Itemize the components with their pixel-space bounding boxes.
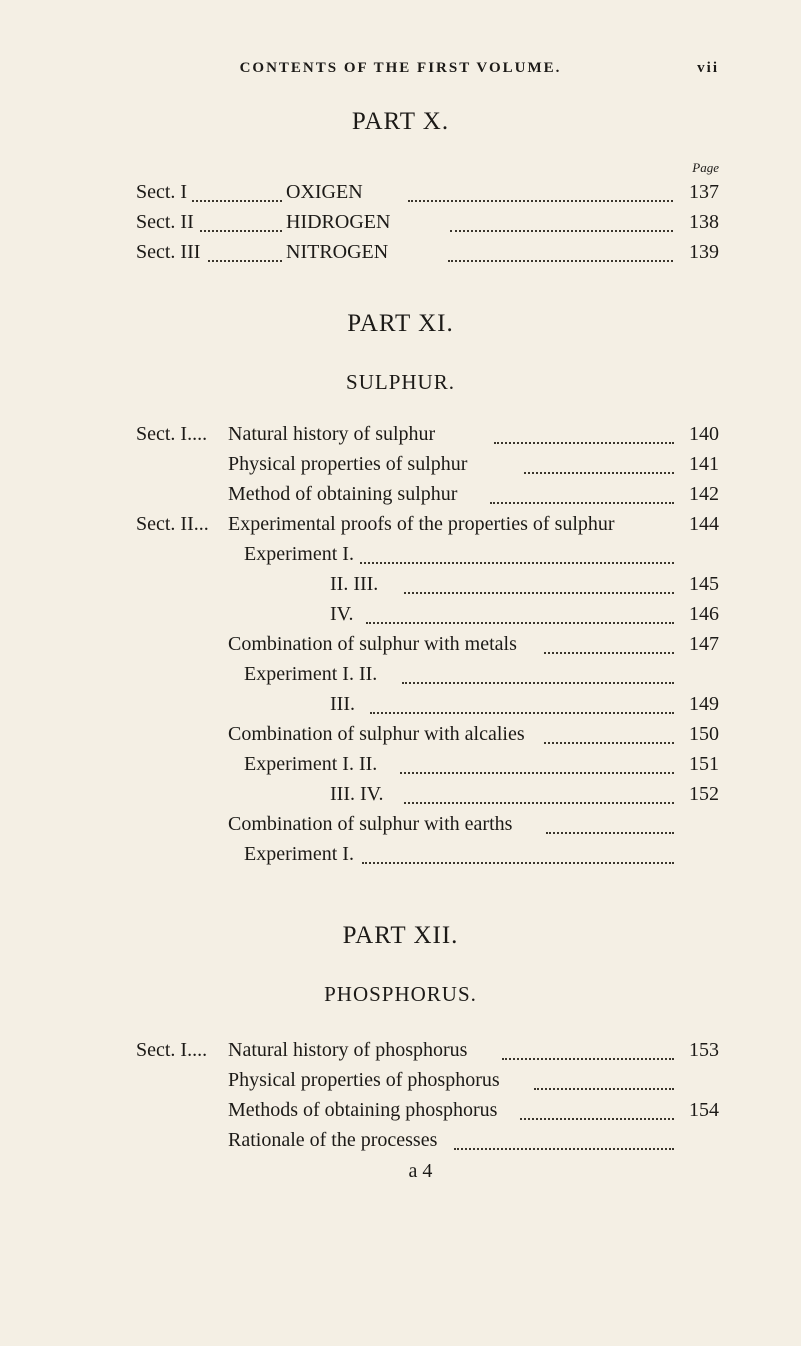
dot-leader — [360, 534, 674, 564]
entry-title: Methods of obtaining phosphorus — [228, 1099, 498, 1121]
page-number: 152 — [689, 783, 719, 805]
page-number: 144 — [689, 513, 719, 535]
entry-title: NITROGEN — [286, 241, 389, 263]
entry-title: II. III. — [330, 573, 379, 595]
entry-title: Experiment I. — [244, 543, 354, 565]
toc-entry — [0, 480, 801, 508]
page-column-label: Page — [692, 160, 719, 175]
entry-title: Rationale of the processes — [228, 1129, 438, 1151]
page-number: 150 — [689, 723, 719, 745]
part-xii-title: PART XII. — [342, 922, 459, 949]
dot-leader — [200, 202, 282, 232]
page-number: 149 — [689, 693, 719, 715]
entry-title: Method of obtaining sulphur — [228, 483, 458, 505]
toc-entry — [0, 1126, 801, 1154]
part-xi-title: PART XI. — [347, 310, 454, 337]
toc-entry — [0, 238, 801, 266]
entry-title: III. — [330, 693, 355, 715]
dot-leader — [490, 474, 674, 504]
dot-leader — [494, 414, 674, 444]
toc-entry — [0, 450, 801, 478]
toc-entry — [0, 630, 801, 658]
page-number: 140 — [689, 423, 719, 445]
section-number: Sect. I — [136, 181, 188, 203]
toc-entry — [0, 1066, 801, 1094]
entry-title: Natural history of sulphur — [228, 423, 436, 445]
page-number: 151 — [689, 753, 719, 775]
dot-leader — [370, 684, 674, 714]
dot-leader — [534, 1060, 674, 1090]
page-number: 147 — [689, 633, 719, 655]
dot-leader — [544, 714, 674, 744]
folio: vii — [697, 60, 719, 76]
entry-title: Combination of sulphur with metals — [228, 633, 517, 655]
toc-entry — [0, 1096, 801, 1124]
entry-title: Physical properties of sulphur — [228, 453, 468, 475]
toc-entry — [0, 540, 801, 568]
dot-leader — [208, 232, 282, 262]
section-number: Sect. III — [136, 241, 201, 263]
page-number: 154 — [689, 1099, 719, 1121]
part-xii-subject: PHOSPHORUS. — [324, 982, 477, 1006]
page-number: 141 — [689, 453, 719, 475]
dot-leader — [520, 1090, 674, 1120]
entry-title: Experiment I. — [244, 843, 354, 865]
toc-entry — [0, 208, 801, 236]
toc-entry — [0, 178, 801, 206]
dot-leader — [544, 624, 674, 654]
page-number: 142 — [689, 483, 719, 505]
toc-entry — [0, 780, 801, 808]
dot-leader — [524, 444, 674, 474]
section-number: Sect. I.... — [136, 1039, 208, 1061]
dot-leader — [366, 594, 674, 624]
dot-leader — [546, 804, 674, 834]
dot-leader — [404, 564, 674, 594]
entry-title: IV. — [330, 603, 354, 625]
toc-entry — [0, 690, 801, 718]
entry-title: HIDROGEN — [286, 211, 391, 233]
running-head-title: CONTENTS OF THE FIRST VOLUME. — [239, 60, 562, 76]
entry-title: OXIGEN — [286, 181, 363, 203]
section-number: Sect. I.... — [136, 423, 208, 445]
dot-leader — [454, 1120, 674, 1150]
section-number: Sect. II — [136, 211, 194, 233]
dot-leader — [448, 232, 673, 262]
entry-title: Natural history of phosphorus — [228, 1039, 468, 1061]
dot-leader — [408, 172, 673, 202]
page-number: 145 — [689, 573, 719, 595]
dot-leader — [402, 654, 674, 684]
page-number: 139 — [689, 241, 719, 263]
page-number: 137 — [689, 181, 719, 203]
toc-entry — [0, 750, 801, 778]
entry-title: Experimental proofs of the properties of sulphur — [228, 513, 615, 535]
toc-entry — [0, 600, 801, 628]
part-x-title: PART X. — [351, 108, 450, 135]
running-head — [0, 60, 801, 77]
page-number: 146 — [689, 603, 719, 625]
entry-title: Experiment I. II. — [244, 663, 378, 685]
entry-title: Combination of sulphur with earths — [228, 813, 513, 835]
section-number: Sect. II... — [136, 513, 209, 535]
dot-leader — [502, 1030, 674, 1060]
dot-leader — [362, 834, 674, 864]
entry-title: Combination of sulphur with alcalies — [228, 723, 525, 745]
entry-title: Physical properties of phosphorus — [228, 1069, 500, 1091]
part-xi-subject: SULPHUR. — [346, 370, 455, 394]
page-number: 153 — [689, 1039, 719, 1061]
signature-mark: a 4 — [408, 1160, 433, 1182]
dot-leader — [400, 744, 674, 774]
toc-entry — [0, 1036, 801, 1064]
dot-leader — [450, 202, 673, 232]
entry-title: Experiment I. II. — [244, 753, 378, 775]
page-number: 138 — [689, 211, 719, 233]
entry-title: III. IV. — [330, 783, 384, 805]
toc-entry — [0, 420, 801, 448]
dot-leader — [404, 774, 674, 804]
toc-entry — [0, 840, 801, 868]
dot-leader — [192, 172, 282, 202]
